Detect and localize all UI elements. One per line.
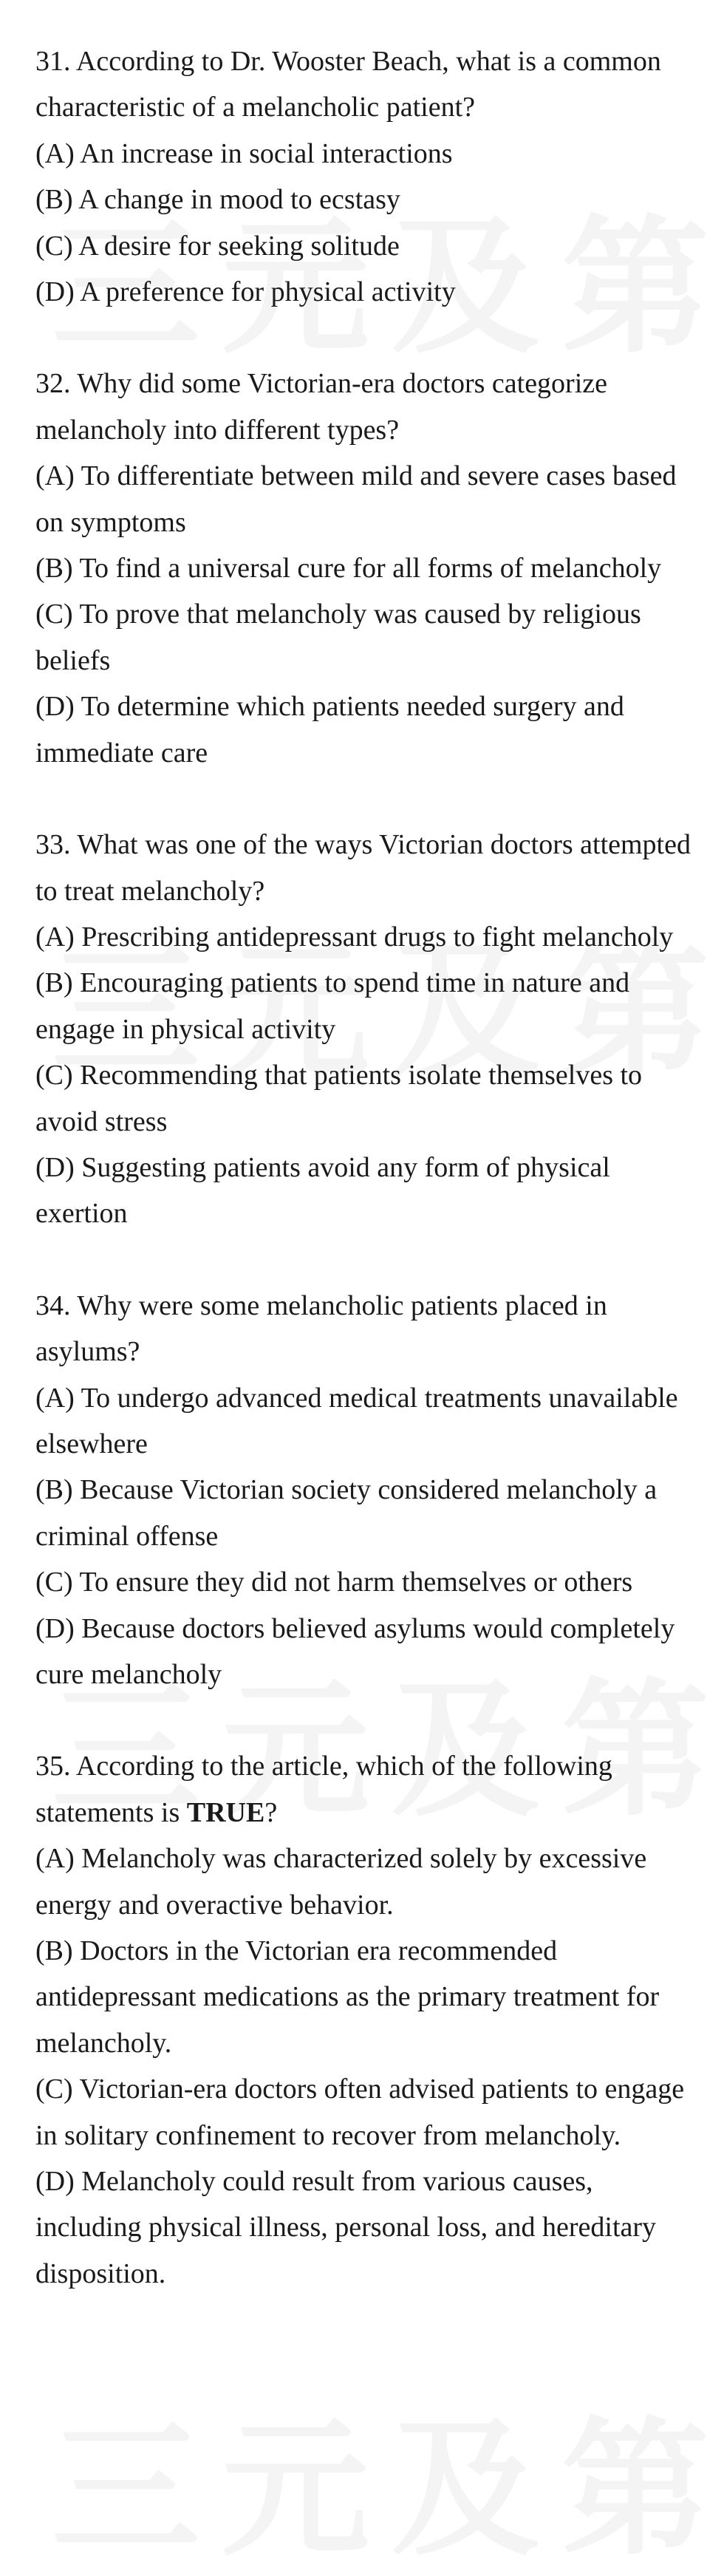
- question-32: [35, 361, 700, 776]
- question-34: [35, 1283, 700, 1698]
- option-text: Because Victorian society considered melancholy a criminal offense: [35, 1474, 658, 1552]
- option-label: (B): [35, 184, 73, 216]
- option-label: (D): [35, 276, 75, 308]
- option-a[interactable]: [35, 914, 700, 960]
- option-label: (A): [35, 921, 75, 953]
- option-text: Melancholy was characterized solely by excessive energy and overactive behavior.: [35, 1843, 647, 1921]
- option-c[interactable]: [35, 1559, 700, 1605]
- question-stem: [35, 822, 700, 914]
- option-c[interactable]: [35, 1052, 700, 1145]
- option-text: Encouraging patients to spend time in nature and engage in physical activity: [35, 967, 630, 1045]
- option-a[interactable]: [35, 1375, 700, 1468]
- option-label: (D): [35, 1151, 75, 1183]
- option-label: (B): [35, 553, 73, 585]
- option-text: To find a universal cure for all forms of melancholy: [79, 553, 662, 585]
- option-label: (D): [35, 2166, 75, 2198]
- option-b[interactable]: [35, 177, 700, 222]
- option-text: To determine which patients needed surgery and immediate care: [35, 691, 624, 769]
- option-label: (D): [35, 691, 75, 723]
- question-text: What was one of the ways Victorian doctors attempted to treat melancholy?: [35, 829, 691, 907]
- option-text: Doctors in the Victorian era recommended antidepressant medications as the primary treatment for melancholy.: [35, 1935, 660, 2059]
- option-text: Melancholy could result from various causes, including physical illness, personal loss, and hereditary disposition.: [35, 2166, 657, 2289]
- option-label: (C): [35, 2074, 73, 2105]
- option-label: (C): [35, 1567, 73, 1598]
- option-label: (A): [35, 1382, 75, 1414]
- question-31: [35, 38, 700, 315]
- question-number: 32.: [35, 368, 71, 400]
- option-label: (B): [35, 967, 73, 999]
- option-text: To undergo advanced medical treatments unavailable elsewhere: [35, 1382, 678, 1459]
- question-text: Why did some Victorian-era doctors categorize melancholy into different types?: [35, 368, 608, 446]
- option-a[interactable]: [35, 1836, 700, 1928]
- question-text: Why were some melancholic patients placed in asylums?: [35, 1289, 607, 1368]
- question-list: [35, 38, 700, 2342]
- question-number: 34.: [35, 1289, 71, 1321]
- option-label: (A): [35, 137, 75, 169]
- option-text: Because doctors believed asylums would completely cure melancholy: [35, 1612, 675, 1690]
- option-d[interactable]: [35, 1145, 700, 1237]
- option-text: To ensure they did not harm themselves or others: [79, 1567, 633, 1598]
- option-text: A change in mood to ecstasy: [78, 184, 400, 216]
- option-c[interactable]: [35, 2066, 700, 2158]
- question-text: According to Dr. Wooster Beach, what is a common characteristic of a melancholic patient?: [35, 46, 661, 123]
- option-text: Prescribing antidepressant drugs to fight melancholy: [81, 921, 674, 953]
- question-stem: [35, 1283, 700, 1375]
- option-label: (A): [35, 460, 75, 492]
- question-35: [35, 1743, 700, 2297]
- option-label: (B): [35, 1935, 73, 1967]
- question-text-end: ?: [264, 1796, 278, 1828]
- option-label: (A): [35, 1843, 75, 1875]
- option-text: An increase in social interactions: [80, 137, 453, 169]
- option-b[interactable]: [35, 545, 700, 591]
- option-label: (D): [35, 1612, 75, 1644]
- option-c[interactable]: [35, 223, 700, 269]
- option-text: Recommending that patients isolate themselves to avoid stress: [35, 1060, 643, 1137]
- option-d[interactable]: [35, 269, 700, 315]
- question-number: 33.: [35, 829, 71, 861]
- question-stem: [35, 38, 700, 131]
- option-text: A desire for seeking solitude: [78, 230, 400, 262]
- question-33: [35, 822, 700, 1237]
- option-text: Suggesting patients avoid any form of physical exertion: [35, 1151, 610, 1230]
- question-number: 35.: [35, 1751, 71, 1782]
- question-emphasis: TRUE: [186, 1796, 265, 1828]
- option-c[interactable]: [35, 591, 700, 684]
- option-b[interactable]: [35, 1928, 700, 2066]
- option-d[interactable]: [35, 1606, 700, 1698]
- option-text: Victorian-era doctors often advised patients to engage in solitary confinement to recover from melancholy.: [35, 2074, 685, 2151]
- option-a[interactable]: [35, 453, 700, 545]
- question-text: According to the article, which of the following statements is: [35, 1751, 612, 1828]
- option-label: (B): [35, 1474, 73, 1506]
- option-text: A preference for physical activity: [80, 276, 456, 308]
- question-number: 31.: [35, 46, 71, 77]
- option-d[interactable]: [35, 684, 700, 776]
- question-stem: [35, 1743, 700, 1836]
- option-label: (C): [35, 230, 73, 262]
- option-b[interactable]: [35, 1467, 700, 1559]
- option-label: (C): [35, 599, 73, 630]
- option-text: To differentiate between mild and severe cases based on symptoms: [35, 460, 677, 538]
- watermark: [52, 2416, 687, 2564]
- option-label: (C): [35, 1060, 73, 1091]
- option-a[interactable]: [35, 131, 700, 177]
- option-b[interactable]: [35, 960, 700, 1052]
- option-text: To prove that melancholy was caused by religious beliefs: [35, 599, 641, 676]
- option-d[interactable]: [35, 2158, 700, 2297]
- question-stem: [35, 361, 700, 453]
